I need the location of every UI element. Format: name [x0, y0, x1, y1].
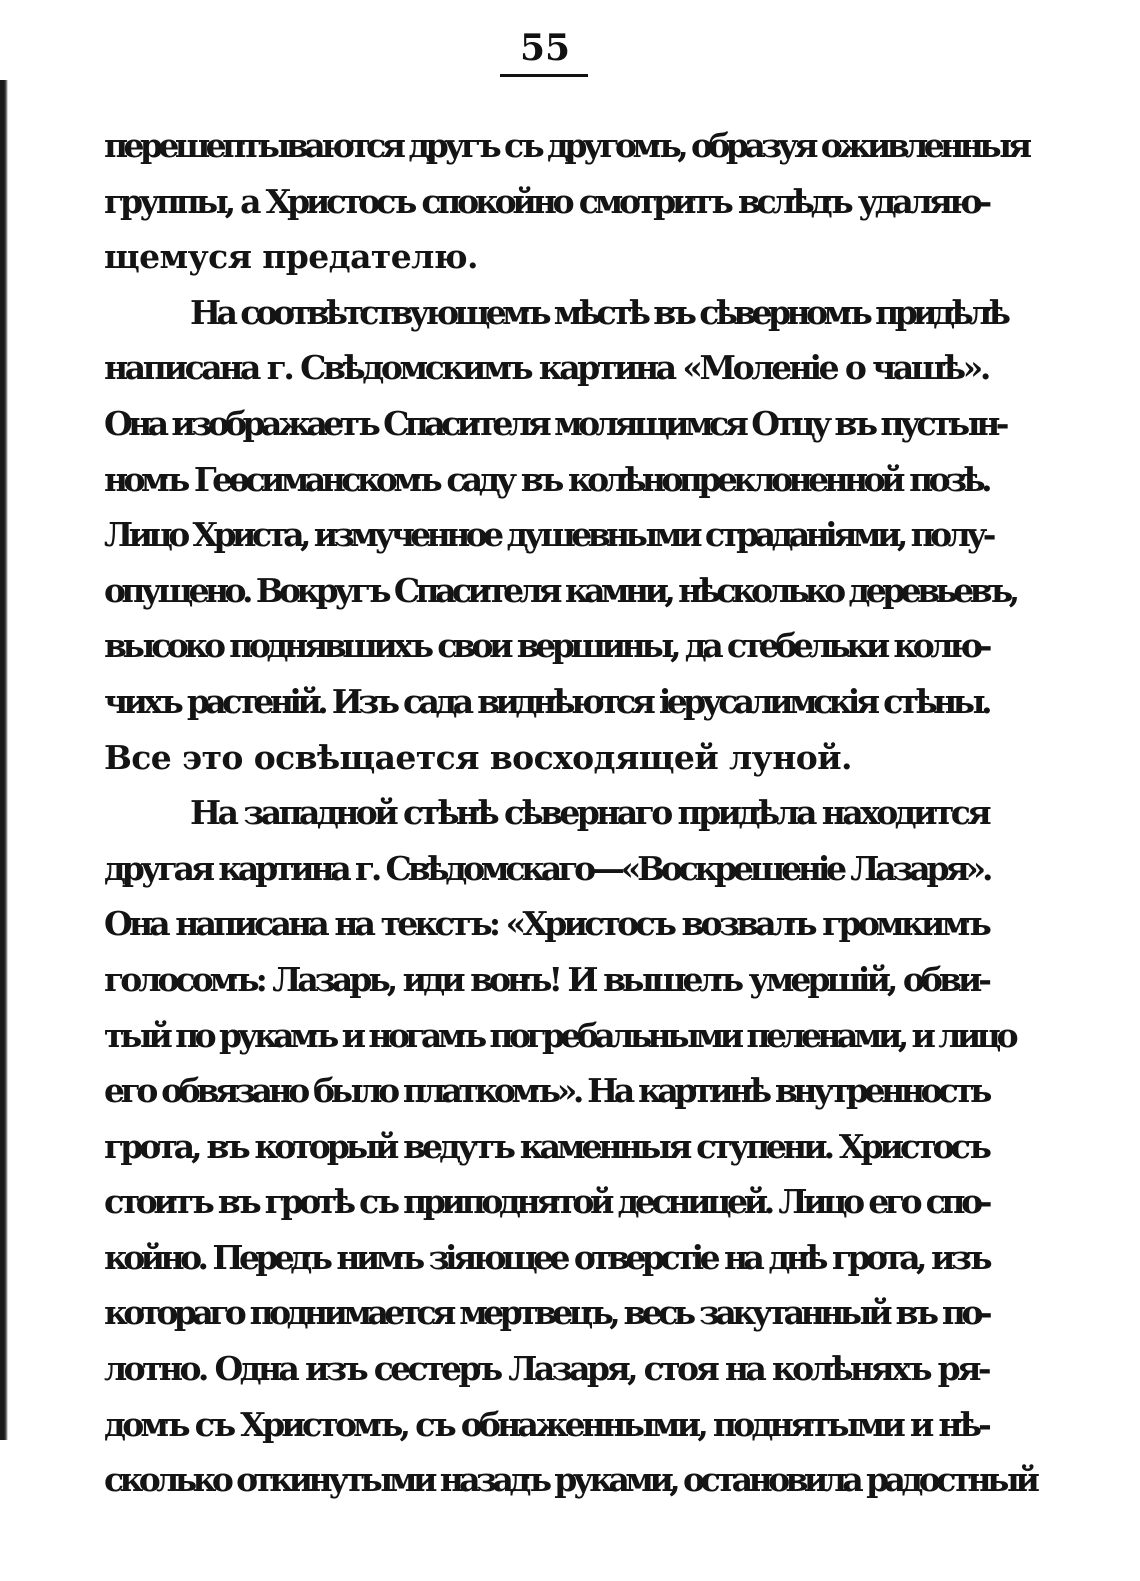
text-line: группы, а Христосъ спокойно смотритъ вслѣдъ удаляю-: [104, 181, 988, 221]
text-line: лотно. Одна изъ сестеръ Лазаря, стоя на колѣняхъ ря-: [104, 1349, 988, 1389]
text-line: койно. Передъ нимъ зіяющее отверстіе на днѣ грота, изъ: [104, 1237, 988, 1277]
text-line: На соотвѣтствующемъ мѣстѣ въ сѣверномъ придѣлѣ: [190, 292, 1007, 332]
text-line: стоитъ въ гротѣ съ приподнятой десницей. Лицо его спо-: [104, 1182, 988, 1222]
text-line: высоко поднявшихъ свои вершины, да стебельки колю-: [104, 626, 988, 666]
text-line: щемуся предателю.: [104, 237, 478, 277]
binding-edge-shadow: [0, 80, 8, 1440]
text-line: перешептываются другъ съ другомъ, образуя оживленныя: [104, 126, 1028, 165]
text-line: чихъ растеній. Изъ сада виднѣются іерусалимскія стѣны.: [104, 681, 988, 721]
page-number: 55: [519, 27, 571, 69]
text-line: сколько откинутыми назадъ руками, остановила радостный: [104, 1460, 1036, 1500]
text-line: его обвязано было платкомъ». На картинѣ внутренность: [104, 1071, 988, 1111]
text-line: грота, въ который ведутъ каменныя ступени. Христосъ: [104, 1126, 988, 1166]
text-line: домъ съ Христомъ, съ обнаженными, поднятыми и нѣ-: [104, 1404, 988, 1444]
text-line: другая картина г. Свѣдомскаго—«Воскрешеніе Лазаря».: [104, 848, 990, 888]
text-line: Она написана на текстъ: «Христосъ возвалъ громкимъ: [104, 904, 988, 944]
text-line: котораго поднимается мертвецъ, весь закутанный въ по-: [104, 1293, 988, 1333]
text-line: Все это освѣщается восходящей луной.: [104, 737, 852, 777]
body-text: [104, 118, 1036, 1508]
text-line: На западной стѣнѣ сѣвернаго придѣла находится: [190, 793, 988, 833]
text-line: Она изображаетъ Спасителя молящимся Отцу въ пустын-: [104, 403, 1005, 443]
text-line: опущено. Вокругъ Спасителя камни, нѣсколько деревьевъ,: [104, 570, 1016, 610]
text-line: голосомъ: Лазарь, иди вонъ! И вышелъ умершій, обви-: [104, 959, 988, 999]
text-line: номъ Геѳсиманскомъ саду въ колѣнопреклоненной позѣ.: [104, 459, 988, 499]
text-line: написана г. Свѣдомскимъ картина «Моленіе о чашѣ».: [104, 348, 988, 388]
page-number-underline: [500, 74, 588, 77]
text-line: Лицо Христа, измученное душевными страданіями, полу-: [104, 515, 992, 555]
text-line: тый по рукамъ и ногамъ погребальными пеленами, и лицо: [104, 1015, 1014, 1055]
